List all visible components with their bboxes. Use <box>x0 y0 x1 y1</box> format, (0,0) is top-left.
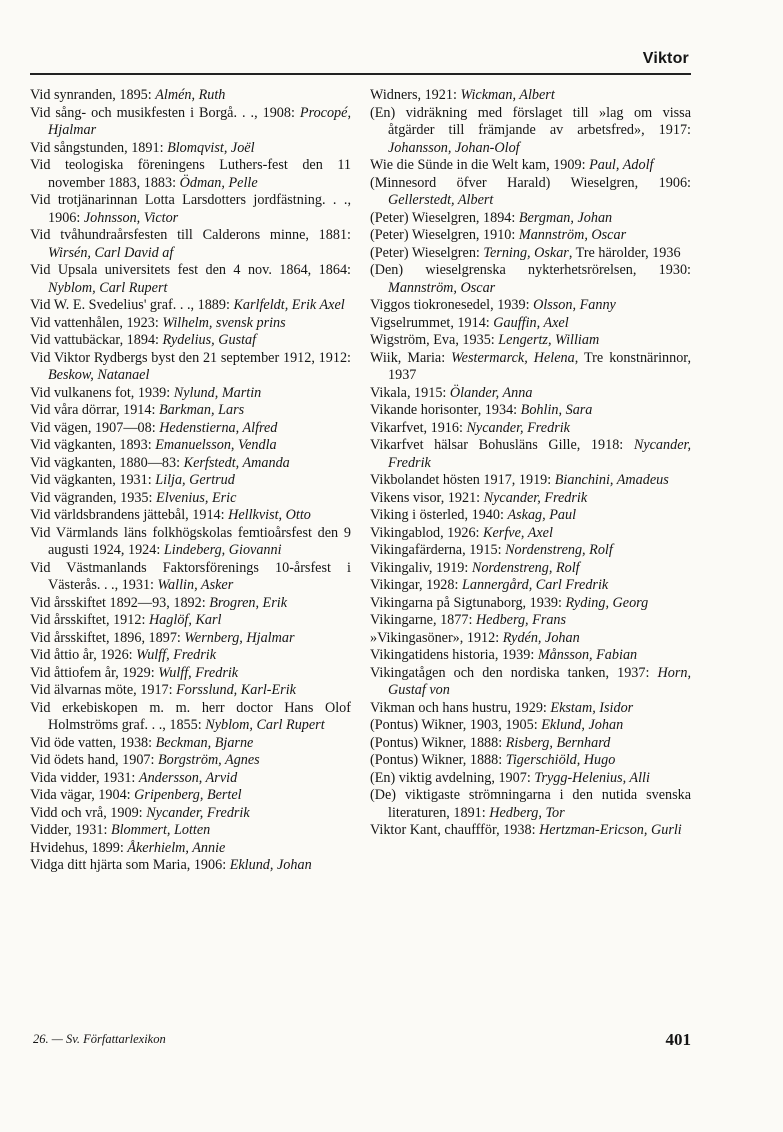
entry-title: Vid W. E. Svedelius' graf. . ., 1889: <box>30 297 234 313</box>
index-entry <box>30 385 351 403</box>
index-entry <box>370 315 691 333</box>
index-entry <box>370 175 691 210</box>
entry-author: Karlfeldt, Erik Axel <box>233 297 345 313</box>
entry-title: Vid årsskiftet, 1912: <box>30 612 149 628</box>
entry-title: Vidd och vrå, 1909: <box>30 804 147 821</box>
index-entry <box>370 612 691 630</box>
entry-title: Vikingafärderna, 1915: <box>370 542 506 558</box>
index-entry <box>370 157 691 175</box>
index-entry <box>30 805 351 823</box>
index-entry <box>30 315 351 333</box>
entry-author: Ekstam, Isidor <box>550 699 634 716</box>
index-entry <box>30 402 351 420</box>
entry-title: Hvidehus, 1899: <box>30 839 128 856</box>
entry-author: Westermarck, Helena <box>451 349 575 366</box>
entry-author: Olsson, Fanny <box>533 297 616 313</box>
entry-title: Vid öde vatten, 1938: <box>30 734 156 751</box>
entry-author: Hertzman-Ericson, Gurli <box>539 822 682 838</box>
index-entry <box>370 525 691 543</box>
index-entry <box>30 595 351 613</box>
entry-author: Wilhelm, svensk prins <box>162 314 286 331</box>
entry-author: Rydelius, Gustaf <box>162 332 257 348</box>
index-entry <box>370 542 691 560</box>
entry-title: Vikingarna på Sigtunaborg, 1939: <box>370 594 566 611</box>
index-entry <box>370 647 691 665</box>
entry-author: Kerfve, Axel <box>483 524 553 541</box>
index-entry <box>370 665 691 700</box>
entry-title: (Pontus) Wikner, 1903, 1905: <box>370 717 542 733</box>
entry-title: Vikingatågen och den nordiska tanken, 1937: <box>370 664 658 681</box>
index-entry <box>370 332 691 350</box>
index-entry <box>370 297 691 315</box>
index-entry <box>370 87 691 105</box>
index-entry <box>30 857 351 875</box>
index-entry <box>370 210 691 228</box>
entry-title: (Peter) Wieselgren, 1894: <box>370 209 519 226</box>
entry-author: Nyblom, Carl Rupert <box>205 717 325 733</box>
entry-title: Vid teologiska föreningens Luthers-fest den 11 november 1883, 1883: <box>30 157 351 191</box>
entry-author: Borgström, Agnes <box>158 752 260 768</box>
index-entry <box>30 525 351 560</box>
entry-author: Åkerhielm, Annie <box>127 839 226 856</box>
entry-title: Viggos tiokronesedel, 1939: <box>370 297 534 313</box>
entry-title: Vikingaliv, 1919: <box>370 559 472 576</box>
index-entry <box>370 735 691 753</box>
index-entry <box>30 437 351 455</box>
entry-author: Kerfstedt, Amanda <box>183 454 290 471</box>
entry-title: Vid världsbrandens jättebål, 1914: <box>30 507 229 523</box>
entry-title: Vid årsskiftet 1892—93, 1892: <box>30 594 210 611</box>
entry-author: Wallin, Asker <box>157 577 234 593</box>
index-entry <box>370 402 691 420</box>
index-entry <box>370 245 691 263</box>
entry-title: Vikingablod, 1926: <box>370 524 484 541</box>
index-entry <box>30 560 351 595</box>
index-entry <box>30 787 351 805</box>
index-entry <box>370 227 691 245</box>
page-number: 401 <box>665 1030 691 1049</box>
index-entry <box>370 577 691 595</box>
index-entry <box>30 87 351 105</box>
index-entry <box>30 472 351 490</box>
index-entry <box>30 735 351 753</box>
entry-author: Ölander, Anna <box>449 384 533 401</box>
entry-author: Askag, Paul <box>507 507 577 523</box>
entry-author: Hellkvist, Otto <box>228 507 311 523</box>
index-entry <box>30 192 351 227</box>
entry-author: Wulff, Fredrik <box>158 664 239 681</box>
entry-title: Vikala, 1915: <box>370 384 450 401</box>
entry-title: Vikingar, 1928: <box>370 577 462 593</box>
entry-author: Rydén, Johan <box>502 629 580 646</box>
index-entry <box>30 490 351 508</box>
entry-title: Vid synranden, 1895: <box>30 87 156 103</box>
entry-author: Haglöf, Karl <box>148 612 222 628</box>
entry-title: Vid sång- och musikfesten i Borgå. . ., 1908: <box>30 104 300 121</box>
entry-title: Vida vägar, 1904: <box>30 787 135 803</box>
index-entry <box>370 560 691 578</box>
entry-author: Tigerschiöld, Hugo <box>505 752 616 768</box>
index-entry <box>30 105 351 140</box>
index-entry <box>370 630 691 648</box>
entry-author: Andersson, Arvid <box>138 769 238 786</box>
entry-title: Wie die Sünde in die Welt kam, 1909: <box>370 157 590 173</box>
index-entry <box>370 420 691 438</box>
running-head: Viktor <box>642 50 689 67</box>
entry-author: Beskow, Natanael <box>48 367 150 383</box>
entry-title: Vid åttiofem år, 1929: <box>30 664 159 681</box>
entry-title: Viktor Kant, chauffför, 1938: <box>370 822 540 838</box>
entry-author: Nycander, Fredrik <box>388 437 691 471</box>
entry-title: (Peter) Wieselgren: <box>370 244 484 261</box>
entry-author: Beckman, Bjarne <box>155 734 254 751</box>
index-entry <box>30 752 351 770</box>
entry-title: Vid Västmanlands Faktorsförenings 10-årsfest i Västerås. . ., 1931: <box>30 559 351 593</box>
entry-author: Blomqvist, Joël <box>167 139 255 156</box>
entry-author: Trygg-Helenius, Alli <box>534 769 650 786</box>
index-entry <box>370 385 691 403</box>
entry-title: Vikingarne, 1877: <box>370 612 476 628</box>
entry-title: Vid erkebiskopen m. m. herr doctor Hans Olof Holmströms graf. . ., 1855: <box>30 699 351 733</box>
entry-title: Vikens visor, 1921: <box>370 489 484 506</box>
entry-author: Lilja, Gertrud <box>155 472 235 488</box>
entry-author: Nordenstreng, Rolf <box>471 559 580 576</box>
index-entry <box>30 507 351 525</box>
right-column <box>370 87 691 840</box>
entry-author: Barkman, Lars <box>158 402 245 418</box>
index-entry <box>30 157 351 192</box>
index-entry <box>370 507 691 525</box>
entry-author: Elvenius, Eric <box>156 489 237 506</box>
entry-author: Nylund, Martin <box>173 384 262 401</box>
entry-title: (Minnesord öfver Harald) Wieselgren, 1906: <box>370 174 691 191</box>
entry-title: Vida vidder, 1931: <box>30 769 139 786</box>
index-entry <box>30 297 351 315</box>
index-entry <box>30 840 351 858</box>
entry-author: Almén, Ruth <box>155 87 226 103</box>
entry-title: Vid Upsala universitets fest den 4 nov. 1864, 1864: <box>30 262 351 278</box>
entry-title: Vid årsskiftet, 1896, 1897: <box>30 629 185 646</box>
entry-author: Lannergård, Carl Fredrik <box>461 577 609 593</box>
entry-title: Vid åttio år, 1926: <box>30 647 137 663</box>
entry-author: Risberg, Bernhard <box>505 734 611 751</box>
entry-author: Wernberg, Hjalmar <box>184 629 295 646</box>
entry-title: Wigström, Eva, 1935: <box>370 332 499 348</box>
entry-title: Vid vattubäckar, 1894: <box>30 332 163 348</box>
index-entry <box>30 647 351 665</box>
entry-author: Blommert, Lotten <box>110 822 211 838</box>
entry-author: Gauffin, Axel <box>493 314 569 331</box>
entry-title: Vigselrummet, 1914: <box>370 314 494 331</box>
header-rule <box>30 73 691 75</box>
entry-title: Vikbolandet hösten 1917, 1919: <box>370 472 555 488</box>
index-entry <box>370 770 691 788</box>
index-entry <box>370 105 691 158</box>
entry-title: Vid trotjänarinnan Lotta Larsdotters jordfästning. . ., 1906: <box>30 192 351 226</box>
entry-author: Mannström, Oscar <box>518 227 627 243</box>
entry-title: Vikingatidens historia, 1939: <box>370 647 538 663</box>
entry-author: Paul, Adolf <box>589 157 654 173</box>
entry-title: Vid vägkanten, 1931: <box>30 472 156 488</box>
entry-title: Vikarfvet hälsar Bohusläns Gille, 1918: <box>370 437 634 453</box>
entry-author: Gellerstedt, Albert <box>388 192 494 208</box>
entry-title: Widners, 1921: <box>370 87 461 103</box>
entry-title: Vid älvarnas möte, 1917: <box>30 682 177 698</box>
entry-title: Vid Viktor Rydbergs byst den 21 september 1912, 1912: <box>30 349 351 366</box>
entry-author: Emanuelsson, Vendla <box>155 437 277 453</box>
entry-author: Bianchini, Amadeus <box>554 472 669 488</box>
index-entry <box>30 700 351 735</box>
index-entry <box>30 350 351 385</box>
entry-title: Vid ödets hand, 1907: <box>30 752 159 768</box>
index-entry <box>370 350 691 385</box>
index-entry <box>370 822 691 840</box>
index-entry <box>30 682 351 700</box>
entry-title: Vid tvåhundraårsfesten till Calderons minne, 1881: <box>30 227 351 243</box>
entry-title: Vikande horisonter, 1934: <box>370 402 521 418</box>
entry-author: Johnsson, Victor <box>83 209 179 226</box>
entry-author: Terning, Oskar <box>483 244 569 261</box>
entry-author: Nordenstreng, Rolf <box>505 542 613 558</box>
index-entry <box>30 822 351 840</box>
entry-title: Vid sångstunden, 1891: <box>30 139 168 156</box>
index-entry <box>30 420 351 438</box>
entry-title: (En) vidräkning med förslaget till »lag om vissa åtgärder till främjande av arbetsfred», 1917: <box>370 104 691 138</box>
index-entry <box>370 472 691 490</box>
index-entry <box>30 665 351 683</box>
index-entry <box>370 787 691 822</box>
entry-author: Månsson, Fabian <box>537 647 638 663</box>
entry-author: Lengertz, William <box>498 332 600 348</box>
entry-author: Johansson, Johan-Olof <box>388 139 520 156</box>
entry-author: Ödman, Pelle <box>179 174 258 191</box>
entry-title: Vid vägen, 1907—08: <box>30 419 160 436</box>
index-entry <box>370 262 691 297</box>
entry-title: »Vikingasöner», 1912: <box>370 629 503 646</box>
entry-author: Hedberg, Tor <box>489 804 565 821</box>
entry-title: (Den) wieselgrenska nykterhetsrörelsen, 1930: <box>370 262 691 278</box>
entry-author: Nycander, Fredrik <box>466 419 570 436</box>
index-entry <box>30 140 351 158</box>
index-entry <box>370 717 691 735</box>
entry-title: (De) viktigaste strömningarna i den nutida svenska literaturen, 1891: <box>370 787 691 821</box>
entry-author: Eklund, Johan <box>541 717 624 733</box>
entry-title: (Pontus) Wikner, 1888: <box>370 734 506 751</box>
entry-author: Wirsén, Carl David af <box>48 244 174 261</box>
entry-title: Vid vägranden, 1935: <box>30 489 157 506</box>
entry-author: Eklund, Johan <box>229 857 312 873</box>
entry-title-suffix: , Tre konstnärinnor, 1937 <box>388 349 691 383</box>
index-entry <box>30 262 351 297</box>
entry-author: Nyblom, Carl Rupert <box>48 279 168 296</box>
entry-title: Vid vulkanens fot, 1939: <box>30 384 174 401</box>
index-entry <box>30 770 351 788</box>
entry-title: Vid vägkanten, 1893: <box>30 437 156 453</box>
entry-title: Vid Värmlands läns folkhögskolas femtioårsfest den 9 augusti 1924, 1924: <box>30 524 351 558</box>
index-entry <box>370 437 691 472</box>
entry-title: Viking i österled, 1940: <box>370 507 508 523</box>
index-entry <box>30 227 351 262</box>
entry-author: Ryding, Georg <box>565 594 649 611</box>
entry-author: Nycander, Fredrik <box>146 804 250 821</box>
index-entry <box>30 332 351 350</box>
entry-title: Vid våra dörrar, 1914: <box>30 402 159 418</box>
entry-author: Wickman, Albert <box>460 87 555 103</box>
entry-title: Vikarfvet, 1916: <box>370 419 467 436</box>
index-entry <box>30 630 351 648</box>
entry-author: Lindeberg, Giovanni <box>163 542 282 558</box>
entry-author: Mannström, Oscar <box>388 279 496 296</box>
entry-author: Gripenberg, Bertel <box>134 787 242 803</box>
entry-title: (Pontus) Wikner, 1888: <box>370 752 506 768</box>
entry-author: Bergman, Johan <box>518 209 613 226</box>
index-entry <box>370 595 691 613</box>
entry-author: Wulff, Fredrik <box>136 647 217 663</box>
index-entry <box>30 455 351 473</box>
entry-author: Bohlin, Sara <box>520 402 593 418</box>
entry-title-suffix: , Tre härolder, 1936 <box>568 244 681 261</box>
index-entry <box>30 612 351 630</box>
entry-author: Nycander, Fredrik <box>483 489 588 506</box>
index-entry <box>370 700 691 718</box>
entry-author: Hedenstierna, Alfred <box>159 419 278 436</box>
footer-signature: 26. — Sv. Författarlexikon <box>33 1032 166 1046</box>
entry-author: Horn, Gustaf von <box>388 664 691 698</box>
entry-author: Hedberg, Frans <box>475 612 567 628</box>
entry-title: Vikman och hans hustru, 1929: <box>370 699 551 716</box>
entry-title: Vid vägkanten, 1880—83: <box>30 454 184 471</box>
entry-author: Procopé, Hjalmar <box>48 104 351 138</box>
entry-author: Brogren, Erik <box>209 594 287 611</box>
entry-title: Vidga ditt hjärta som Maria, 1906: <box>30 857 230 873</box>
index-entry <box>370 752 691 770</box>
entry-title: Vid vattenhålen, 1923: <box>30 314 163 331</box>
entry-title: (Peter) Wieselgren, 1910: <box>370 227 519 243</box>
entry-title: Wiik, Maria: <box>370 349 452 366</box>
entry-title: (En) viktig avdelning, 1907: <box>370 769 535 786</box>
entry-author: Forsslund, Karl-Erik <box>176 682 296 698</box>
entry-title: Vidder, 1931: <box>30 822 111 838</box>
index-entry <box>370 490 691 508</box>
left-column <box>30 87 351 875</box>
